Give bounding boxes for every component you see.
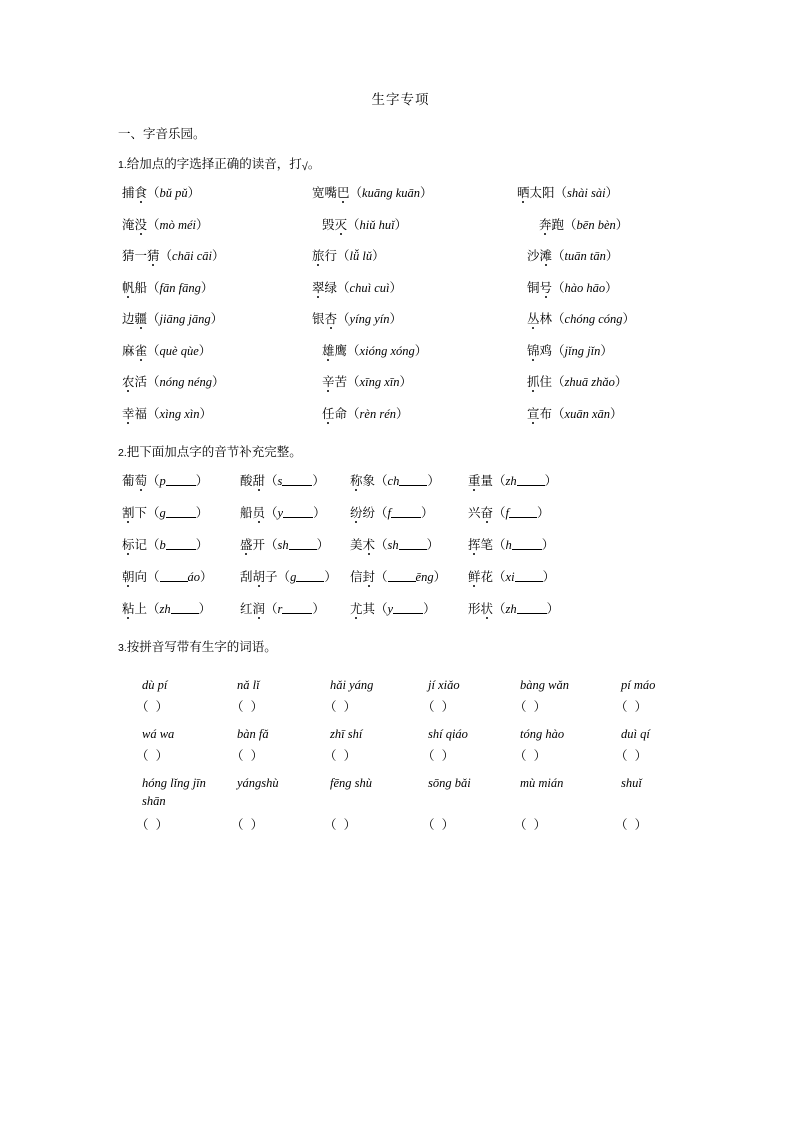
q2-initial: y (387, 601, 394, 616)
q2-initial: s (277, 473, 283, 488)
q1-item[interactable]: 幸福（xìng xìn） (122, 406, 212, 421)
q3-pinyin: jí xiǎo (428, 677, 460, 692)
q2-initial: r (277, 601, 283, 616)
q1-pinyin: chóng cóng (564, 312, 623, 326)
q1-pinyin: shài sài (567, 186, 606, 200)
question-1-text: 给加点的字选择正确的读音，打 (126, 157, 302, 171)
q3-pinyin: mù mián (520, 775, 564, 790)
q2-initial: sh (277, 537, 289, 552)
answer-blank[interactable] (166, 506, 196, 518)
answer-blank[interactable] (160, 570, 188, 582)
answer-paren[interactable]: （ ） (514, 699, 549, 714)
question-3-number: 3. (118, 641, 127, 654)
q2-item[interactable]: 朝向（ áo） (122, 569, 213, 584)
q3-pinyin-row (118, 727, 683, 742)
answer-paren[interactable]: （ ） (422, 699, 457, 714)
q2-item[interactable]: 尤其（y ） (350, 601, 436, 616)
answer-blank[interactable] (399, 474, 427, 486)
q1-pinyin: bēn bèn (576, 217, 616, 232)
q2-item[interactable]: 称象（ch ） (350, 473, 440, 488)
answer-paren[interactable]: （ ） (231, 748, 266, 763)
q3-pinyin: tóng hào (520, 726, 565, 741)
q2-initial: zh (159, 601, 171, 616)
q1-pinyin: jǐng jǐn (564, 343, 601, 358)
q1-pinyin: chāi cāi (172, 249, 212, 263)
q1-pinyin: hiǔ huǐ (359, 217, 395, 232)
q1-pinyin: zhuā zhǎo (564, 375, 615, 389)
answer-paren[interactable]: （ ） (615, 699, 650, 714)
q1-pinyin: kuāng kuān (362, 186, 421, 200)
q1-item[interactable]: 奔跑（bēn bèn） (539, 217, 629, 232)
q2-item[interactable]: 兴奋（f ） (468, 505, 550, 520)
q2-initial: ch (387, 473, 400, 488)
question-2-grid (122, 471, 683, 617)
q3-pinyin: shí qiáo (428, 726, 468, 741)
answer-blank[interactable] (388, 570, 416, 582)
q2-item[interactable]: 刮胡子（g ） (240, 569, 337, 584)
q2-item[interactable]: 信封（ ēng） (350, 569, 447, 584)
question-3-text: 按拼音写带有生字的词语。 (126, 639, 277, 654)
q1-pinyin: què qùe (159, 343, 199, 358)
q1-item[interactable]: 捕食（bǔ pǔ） (122, 186, 201, 200)
q1-pinyin: mò méi (159, 217, 196, 232)
q2-item[interactable]: 形状（zh ） (468, 601, 560, 616)
question-2-heading (118, 442, 683, 460)
q2-initial: h (505, 537, 512, 552)
answer-blank[interactable] (289, 538, 317, 550)
q1-item[interactable]: 锦鸡（jǐng jǐn） (527, 343, 613, 358)
answer-blank[interactable] (166, 538, 196, 550)
q3-pinyin: hóng lǐng jīn (142, 775, 206, 790)
q2-initial: b (159, 537, 166, 552)
q1-pinyin: chuì cuì (349, 280, 390, 295)
q2-item[interactable]: 挥笔（h ） (468, 537, 555, 552)
q1-item[interactable]: 银杏（yíng yín） (312, 312, 402, 326)
q1-pinyin: xuān xān (564, 406, 611, 421)
q2-item[interactable]: 美术（sh ） (350, 537, 440, 552)
q1-pinyin: jiāng jāng (159, 312, 211, 326)
q1-pinyin: fān fāng (159, 280, 201, 295)
answer-blank[interactable] (399, 538, 427, 550)
q3-pinyin: pí máo (621, 677, 656, 692)
q1-item[interactable]: 翠绿（chuì cuì） (312, 280, 402, 295)
q2-item[interactable]: 红润（r ） (240, 601, 325, 616)
answer-blank[interactable] (512, 538, 542, 550)
q2-initial: f (387, 505, 392, 520)
question-1-heading (118, 154, 683, 172)
q2-initial: xi (505, 569, 515, 584)
q1-item[interactable]: 麻雀（què qùe） (122, 343, 212, 358)
answer-paren[interactable]: （ ） (231, 817, 266, 832)
question-2-number: 2. (118, 446, 127, 459)
answer-blank[interactable] (517, 474, 545, 486)
q1-pinyin: lǚ lǔ (349, 249, 373, 263)
q3-pinyin: wá wa (142, 726, 175, 741)
q3-pinyin: shuǐ (621, 775, 642, 790)
q2-item[interactable]: 标记（b ） (122, 537, 209, 552)
q1-item[interactable]: 农活（nóng néng） (122, 375, 225, 389)
answer-blank[interactable] (282, 602, 312, 614)
q3-pinyin: nǎ lǐ (237, 677, 260, 692)
q1-item[interactable]: 淹没（mò méi） (122, 217, 209, 232)
question-1-grid (122, 183, 683, 422)
q1-pinyin: xióng xóng (359, 343, 415, 358)
q1-item[interactable]: 雄鹰（xióng xóng） (322, 343, 428, 358)
q3-pinyin: bàn fǎ (237, 726, 269, 741)
section-heading-1: 一、字音乐园。 (118, 127, 206, 141)
q1-pinyin: tuān tān (564, 249, 606, 263)
q3-pinyin: yángshù (237, 775, 279, 790)
q3-answer-row (118, 746, 683, 764)
q1-item[interactable]: 辛苦（xīng xīn） (322, 375, 412, 389)
answer-blank[interactable] (515, 570, 543, 582)
q1-item[interactable]: 抓住（zhuā zhǎo） (527, 375, 628, 389)
answer-paren[interactable]: （ ） (514, 817, 549, 832)
answer-paren[interactable]: （ ） (136, 748, 171, 763)
answer-paren[interactable]: （ ） (324, 748, 359, 763)
answer-blank[interactable] (283, 506, 313, 518)
q2-item[interactable]: 酸甜（s ） (240, 473, 325, 488)
q1-item[interactable]: 旅行（lǚ lǔ） (312, 249, 385, 263)
q3-pinyin-row (118, 776, 683, 791)
q1-item[interactable]: 宽嘴巴（kuāng kuān） (312, 186, 433, 200)
q1-pinyin: bǔ pǔ (159, 186, 188, 200)
q2-final: ēng (415, 569, 434, 584)
q1-item[interactable]: 猜一猜（chāi cāi） (122, 249, 225, 263)
q3-pinyin: dù pí (142, 677, 168, 692)
answer-paren[interactable]: （ ） (422, 748, 457, 763)
answer-paren[interactable]: （ ） (615, 817, 650, 832)
q3-pinyin: hǎi yáng (330, 677, 374, 692)
q1-item[interactable]: 边疆（jiāng jāng） (122, 312, 224, 326)
answer-blank[interactable] (517, 602, 547, 614)
q2-initial: zh (505, 601, 517, 616)
q1-item[interactable]: 丛林（chóng cóng） (527, 312, 636, 326)
q3-pinyin: bàng wǎn (520, 677, 569, 692)
answer-blank[interactable] (393, 602, 423, 614)
q2-item[interactable]: 葡萄（p ） (122, 473, 209, 488)
q1-pinyin: hào hāo (564, 280, 606, 295)
answer-paren[interactable]: （ ） (324, 817, 359, 832)
answer-blank[interactable] (509, 506, 537, 518)
q2-item[interactable]: 盛开（sh ） (240, 537, 330, 552)
question-1-number: 1. (118, 159, 127, 171)
q3-pinyin-row (118, 678, 683, 693)
q2-item[interactable]: 重量（zh ） (468, 473, 558, 488)
question-1-tail: 。 (307, 157, 321, 171)
q3-pinyin: fēng shù (330, 775, 373, 790)
q2-item[interactable]: 割下（g ） (122, 505, 209, 520)
question-3-heading (118, 637, 683, 655)
q2-initial: y (277, 505, 284, 520)
answer-paren[interactable]: （ ） (514, 748, 549, 763)
question-2-text: 把下面加点字的音节补充完整。 (126, 444, 302, 459)
q2-item[interactable]: 粘上（zh ） (122, 601, 212, 616)
q1-item[interactable]: 毁灭（hiǔ huǐ） (322, 217, 408, 232)
q3-answer-row (118, 697, 683, 715)
answer-paren[interactable]: （ ） (136, 699, 171, 714)
q2-item[interactable]: 鲜花（xi ） (468, 569, 556, 584)
q2-item[interactable]: 船员（y ） (240, 505, 326, 520)
q3-answer-row (118, 815, 683, 833)
q1-item[interactable]: 铜号（hào hāo） (527, 280, 618, 295)
answer-paren[interactable]: （ ） (324, 699, 359, 714)
q2-initial: p (159, 473, 166, 488)
q3-pinyin: sōng bǎi (428, 775, 471, 790)
answer-blank[interactable] (166, 474, 196, 486)
q2-item[interactable]: 纷纷（f ） (350, 505, 434, 520)
q1-pinyin: rèn rén (359, 406, 396, 421)
q3-pinyin: zhī shí (330, 726, 363, 741)
q2-initial: sh (387, 537, 399, 552)
q2-initial: zh (505, 473, 517, 488)
answer-paren[interactable]: （ ） (422, 817, 457, 832)
q1-pinyin: xìng xìn (159, 406, 200, 421)
answer-paren[interactable]: （ ） (615, 748, 650, 763)
q1-pinyin: yíng yín (349, 312, 390, 326)
answer-blank[interactable] (282, 474, 312, 486)
q1-item[interactable]: 任命（rèn rén） (322, 406, 409, 421)
answer-paren[interactable]: （ ） (136, 817, 171, 832)
page-title: 生字专项 (371, 92, 430, 107)
q2-initial: f (505, 505, 510, 520)
q2-final: áo (187, 569, 201, 584)
q1-pinyin: xīng xīn (359, 375, 400, 389)
answer-blank[interactable] (171, 602, 199, 614)
q1-item[interactable]: 晒太阳（shài sài） (517, 186, 619, 200)
q3-pinyin-continuation: shān (142, 793, 166, 808)
q1-item[interactable]: 帆船（fān fāng） (122, 280, 214, 295)
answer-paren[interactable]: （ ） (231, 699, 266, 714)
answer-blank[interactable] (296, 570, 324, 582)
q2-initial: g (290, 569, 297, 584)
answer-blank[interactable] (391, 506, 421, 518)
q2-initial: g (159, 505, 166, 520)
q3-pinyin: duì qí (621, 726, 650, 741)
checkmark-icon: √ (301, 161, 308, 173)
q1-item[interactable]: 沙滩（tuān tān） (527, 249, 619, 263)
q1-item[interactable]: 宣布（xuān xān） (527, 406, 623, 421)
q1-pinyin: nóng néng (159, 375, 212, 389)
